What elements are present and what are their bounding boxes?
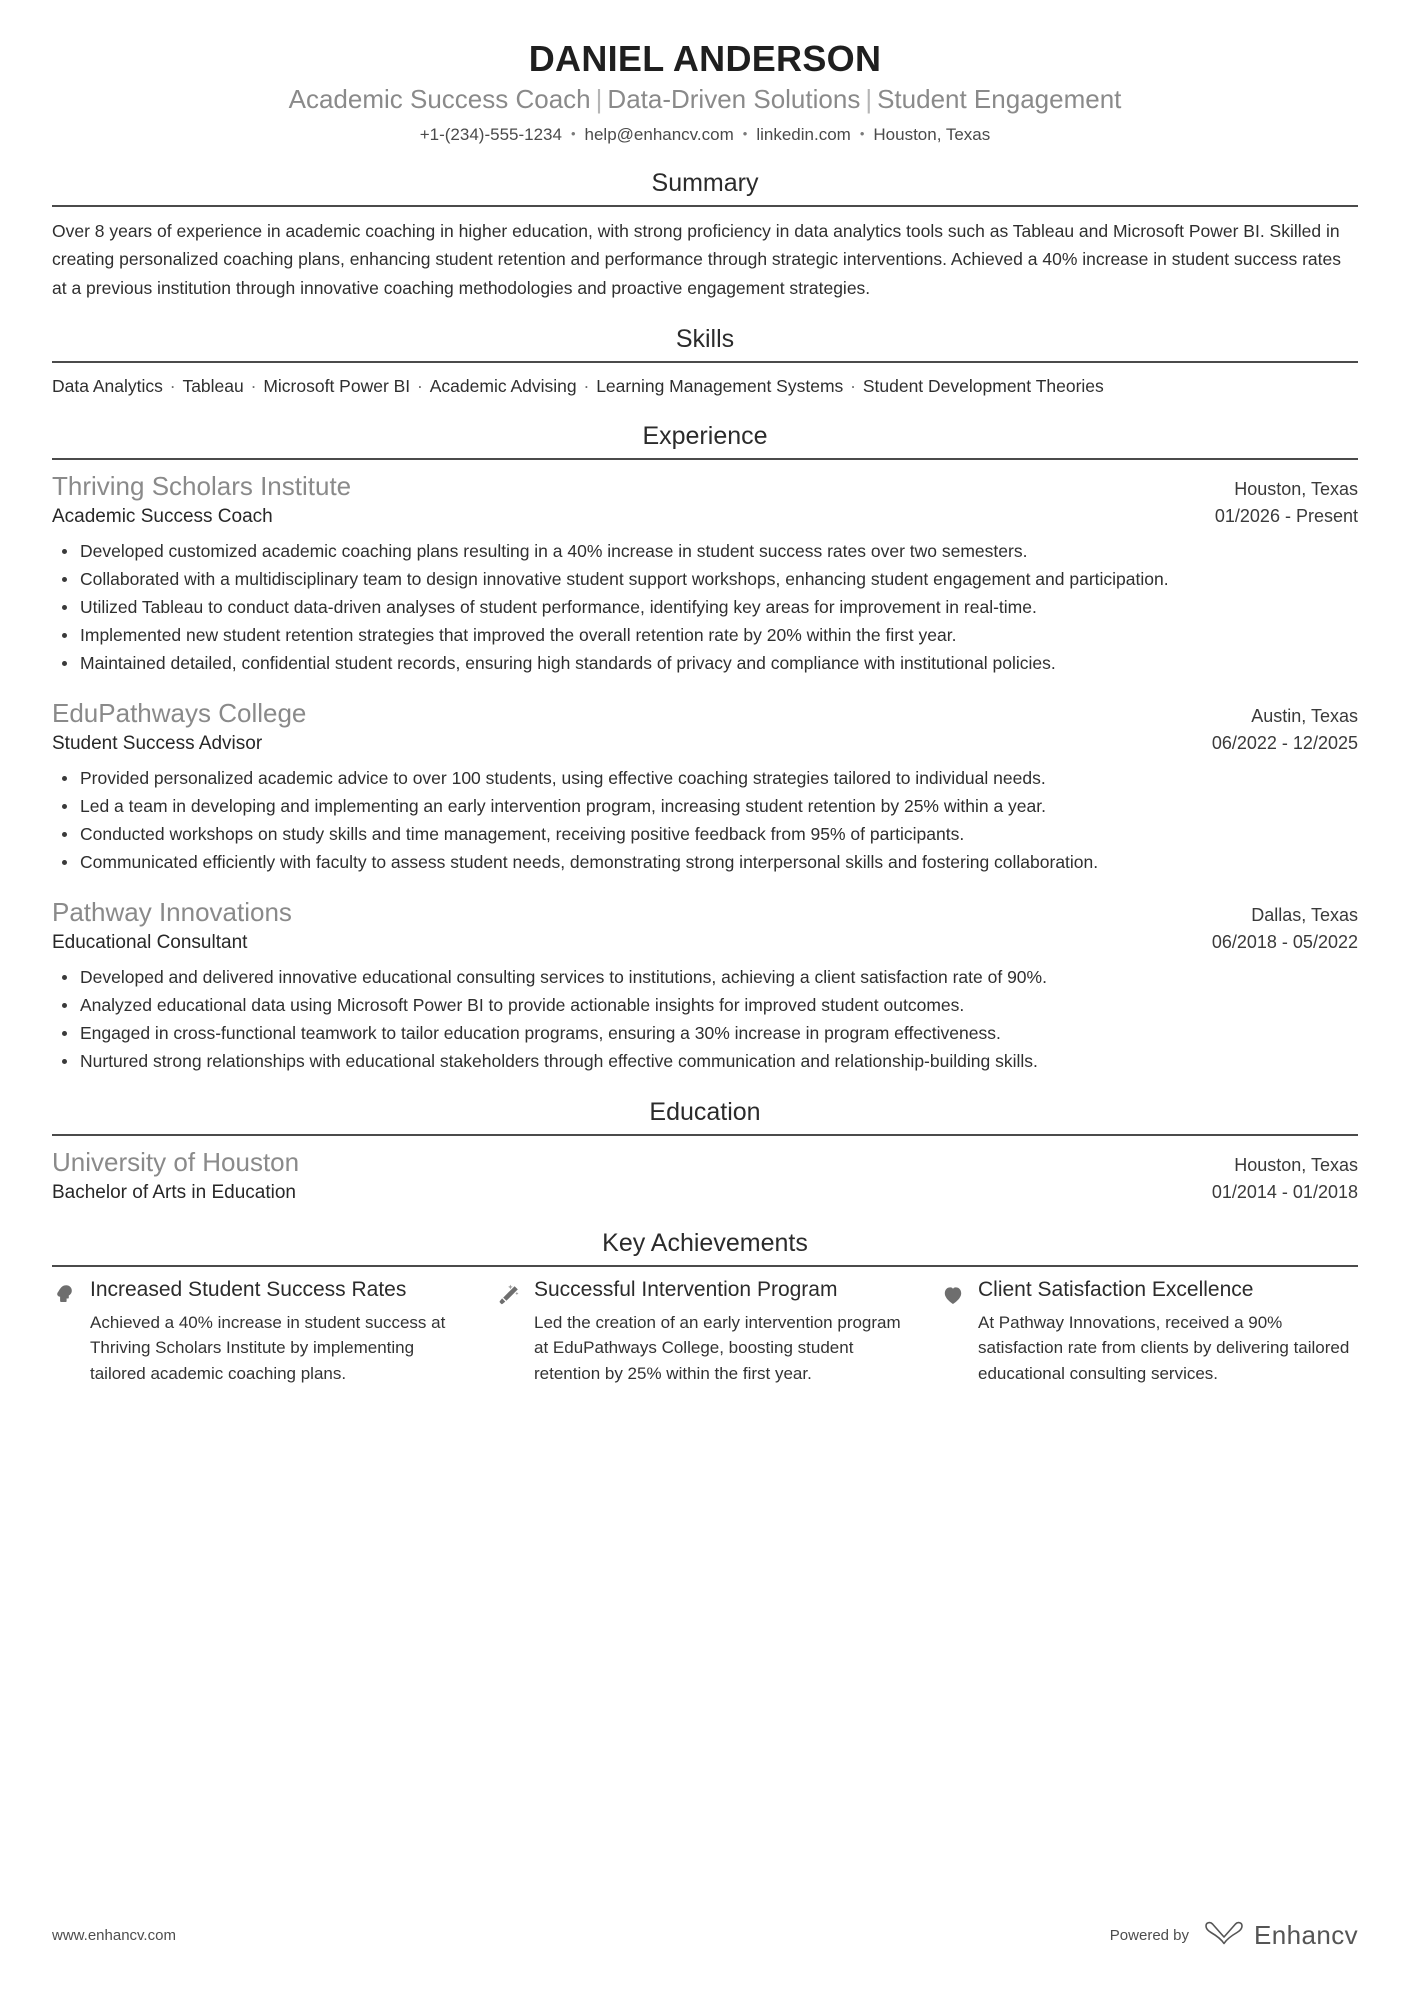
contact-line xyxy=(52,124,1358,146)
enhancv-mark-icon xyxy=(1203,1920,1245,1951)
responsibility-item: Collaborated with a multidisciplinary team to design innovative student support workshops, enhancing student engagement and participation. xyxy=(52,566,1358,593)
skill-separator: · xyxy=(245,376,262,397)
responsibility-list xyxy=(52,538,1358,678)
responsibility-item: Maintained detailed, confidential student records, ensuring high standards of privacy and compliance with institutional policies. xyxy=(52,650,1358,677)
degree-name: Bachelor of Arts in Education xyxy=(52,1182,296,1203)
job-title: Student Success Advisor xyxy=(52,733,263,755)
key-achievement-title: Increased Student Success Rates xyxy=(90,1277,407,1301)
responsibility-item: Nurtured strong relationships with educational stakeholders through effective communication and relationship-building skills. xyxy=(52,1048,1358,1075)
skill-item: Tableau xyxy=(182,376,244,397)
experience-entry xyxy=(52,697,1358,876)
section-skills xyxy=(52,324,1358,399)
key-achievement-text xyxy=(534,1277,914,1386)
entry-subheader-row xyxy=(52,930,1358,956)
headline-part: Data-Driven Solutions xyxy=(607,84,861,115)
contact-phone: +1-(234)-555-1234 xyxy=(419,124,562,144)
heart-icon xyxy=(940,1282,966,1308)
employment-dates: 01/2026 - Present xyxy=(1214,506,1358,527)
headline-separator: | xyxy=(865,84,873,115)
section-education xyxy=(52,1097,1358,1205)
education-dates: 01/2014 - 01/2018 xyxy=(1211,1182,1358,1202)
entry-subheader-row xyxy=(52,1180,1358,1206)
section-title-key-achievements: Key Achievements xyxy=(602,1228,808,1257)
responsibility-item: Led a team in developing and implementing an early intervention program, increasing student retention by 25% within a year. xyxy=(52,793,1358,820)
section-experience xyxy=(52,421,1358,1075)
responsibility-item: Provided personalized academic advice to over 100 students, using effective coaching strategies tailored to individual needs. xyxy=(52,765,1358,792)
footer-url[interactable]: www.enhancv.com xyxy=(52,1927,176,1944)
section-rule xyxy=(52,458,1358,460)
job-title: Educational Consultant xyxy=(52,932,248,954)
key-achievement-description: Achieved a 40% increase in student success at Thriving Scholars Institute by implementing tailored academic coaching plans. xyxy=(90,1312,446,1383)
footer-brand-area xyxy=(1110,1920,1358,1951)
employment-dates: 06/2018 - 05/2022 xyxy=(1211,932,1358,953)
employer-name: Pathway Innovations xyxy=(52,897,292,928)
responsibility-item: Conducted workshops on study skills and time management, receiving positive feedback from 95% of participants. xyxy=(52,821,1358,848)
magic-wand-icon xyxy=(496,1282,522,1308)
skill-separator: · xyxy=(845,376,861,397)
section-summary xyxy=(52,168,1358,302)
key-achievement-description: At Pathway Innovations, received a 90% satisfaction rate from clients by delivering tailored educational consulting services. xyxy=(978,1312,1350,1383)
headline-part: Student Engagement xyxy=(877,84,1122,115)
contact-separator-icon: • xyxy=(742,125,748,141)
key-achievement-text xyxy=(90,1277,470,1386)
responsibility-list xyxy=(52,964,1358,1076)
skill-item: Learning Management Systems xyxy=(596,376,844,397)
responsibility-item: Analyzed educational data using Microsoft Power BI to provide actionable insights for improved student outcomes. xyxy=(52,992,1358,1019)
headline-separator: | xyxy=(595,84,603,115)
responsibility-item: Developed and delivered innovative educational consulting services to institutions, achieving a client satisfaction rate of 90%. xyxy=(52,964,1358,991)
job-title: Academic Success Coach xyxy=(52,506,273,528)
skill-separator: · xyxy=(164,376,181,397)
responsibility-item: Utilized Tableau to conduct data-driven analyses of student performance, identifying key areas for improvement in real-time. xyxy=(52,594,1358,621)
key-achievement-description: Led the creation of an early intervention program at EduPathways College, boosting student retention by 25% within the first year. xyxy=(534,1312,901,1383)
key-achievement-title: Client Satisfaction Excellence xyxy=(978,1277,1254,1301)
entry-header-row xyxy=(52,1146,1358,1180)
responsibility-item: Engaged in cross-functional teamwork to tailor education programs, ensuring a 30% increase in program effectiveness. xyxy=(52,1020,1358,1047)
section-title-experience: Experience xyxy=(642,422,768,451)
entry-subheader-row xyxy=(52,731,1358,757)
entry-header-row xyxy=(52,697,1358,731)
headline-part: Academic Success Coach xyxy=(288,84,591,115)
section-title-education: Education xyxy=(649,1098,761,1127)
skill-item: Academic Advising xyxy=(429,376,577,397)
key-achievement-title: Successful Intervention Program xyxy=(534,1277,838,1301)
section-key-achievements xyxy=(52,1228,1358,1386)
section-rule xyxy=(52,205,1358,207)
employer-location: Dallas, Texas xyxy=(1251,905,1358,926)
section-title-summary: Summary xyxy=(651,168,759,197)
entry-header-row xyxy=(52,470,1358,504)
responsibility-item: Developed customized academic coaching plans resulting in a 40% increase in student success rates over two semesters. xyxy=(52,538,1358,565)
skill-separator: · xyxy=(578,376,595,397)
professional-headline xyxy=(52,83,1358,116)
entry-header-row xyxy=(52,896,1358,930)
contact-location: Houston, Texas xyxy=(873,124,991,144)
contact-separator-icon: • xyxy=(570,125,576,141)
school-location: Houston, Texas xyxy=(1234,1155,1358,1176)
summary-text: Over 8 years of experience in academic coaching in higher education, with strong proficiency in data analytics tools such as Tableau and Microsoft Power BI. Skilled in creating personalized coaching plans, enhancing student retention and performance through strategic interventions. Achieved a 40% increase in student success rates at a previous institution through innovative coaching methodologies and proactive engagement strategies. xyxy=(52,220,1341,298)
section-rule xyxy=(52,1134,1358,1136)
skill-separator: · xyxy=(412,376,428,397)
skill-item: Student Development Theories xyxy=(862,376,1104,397)
section-rule xyxy=(52,361,1358,363)
education-entries xyxy=(52,1146,1358,1205)
employer-location: Austin, Texas xyxy=(1251,706,1358,727)
key-achievement-item xyxy=(52,1277,470,1386)
key-achievement-item xyxy=(940,1277,1358,1386)
experience-entry xyxy=(52,896,1358,1075)
resume-footer xyxy=(52,1920,1358,1951)
employment-dates: 06/2022 - 12/2025 xyxy=(1211,733,1358,754)
section-rule xyxy=(52,1265,1358,1267)
skill-item: Data Analytics xyxy=(52,376,163,397)
responsibility-list xyxy=(52,765,1358,877)
full-name: DANIEL ANDERSON xyxy=(528,38,882,79)
experience-entries xyxy=(52,470,1358,1075)
school-name: University of Houston xyxy=(52,1147,300,1178)
key-achievement-item xyxy=(496,1277,914,1386)
contact-separator-icon: • xyxy=(859,125,865,141)
powered-by-label: Powered by xyxy=(1109,1927,1190,1944)
resume-header xyxy=(52,38,1358,146)
key-achievements-grid xyxy=(52,1277,1358,1386)
key-achievement-text xyxy=(978,1277,1358,1386)
entry-subheader-row xyxy=(52,504,1358,530)
skills-list xyxy=(52,373,1358,399)
responsibility-item: Implemented new student retention strategies that improved the overall retention rate by 20% within the first year. xyxy=(52,622,1358,649)
head-idea-icon xyxy=(52,1282,78,1308)
employer-name: EduPathways College xyxy=(52,698,307,729)
employer-location: Houston, Texas xyxy=(1234,479,1358,500)
experience-entry xyxy=(52,470,1358,677)
responsibility-item: Communicated efficiently with faculty to assess student needs, demonstrating strong interpersonal skills and fostering collaboration. xyxy=(52,849,1358,876)
contact-email[interactable]: help@enhancv.com xyxy=(584,124,734,144)
employer-name: Thriving Scholars Institute xyxy=(52,471,352,502)
section-title-skills: Skills xyxy=(675,325,735,354)
contact-linkedin[interactable]: linkedin.com xyxy=(756,124,851,144)
enhancv-wordmark: Enhancv xyxy=(1254,1920,1358,1950)
skill-item: Microsoft Power BI xyxy=(263,376,411,397)
enhancv-logo xyxy=(1203,1920,1358,1951)
education-entry xyxy=(52,1146,1358,1205)
